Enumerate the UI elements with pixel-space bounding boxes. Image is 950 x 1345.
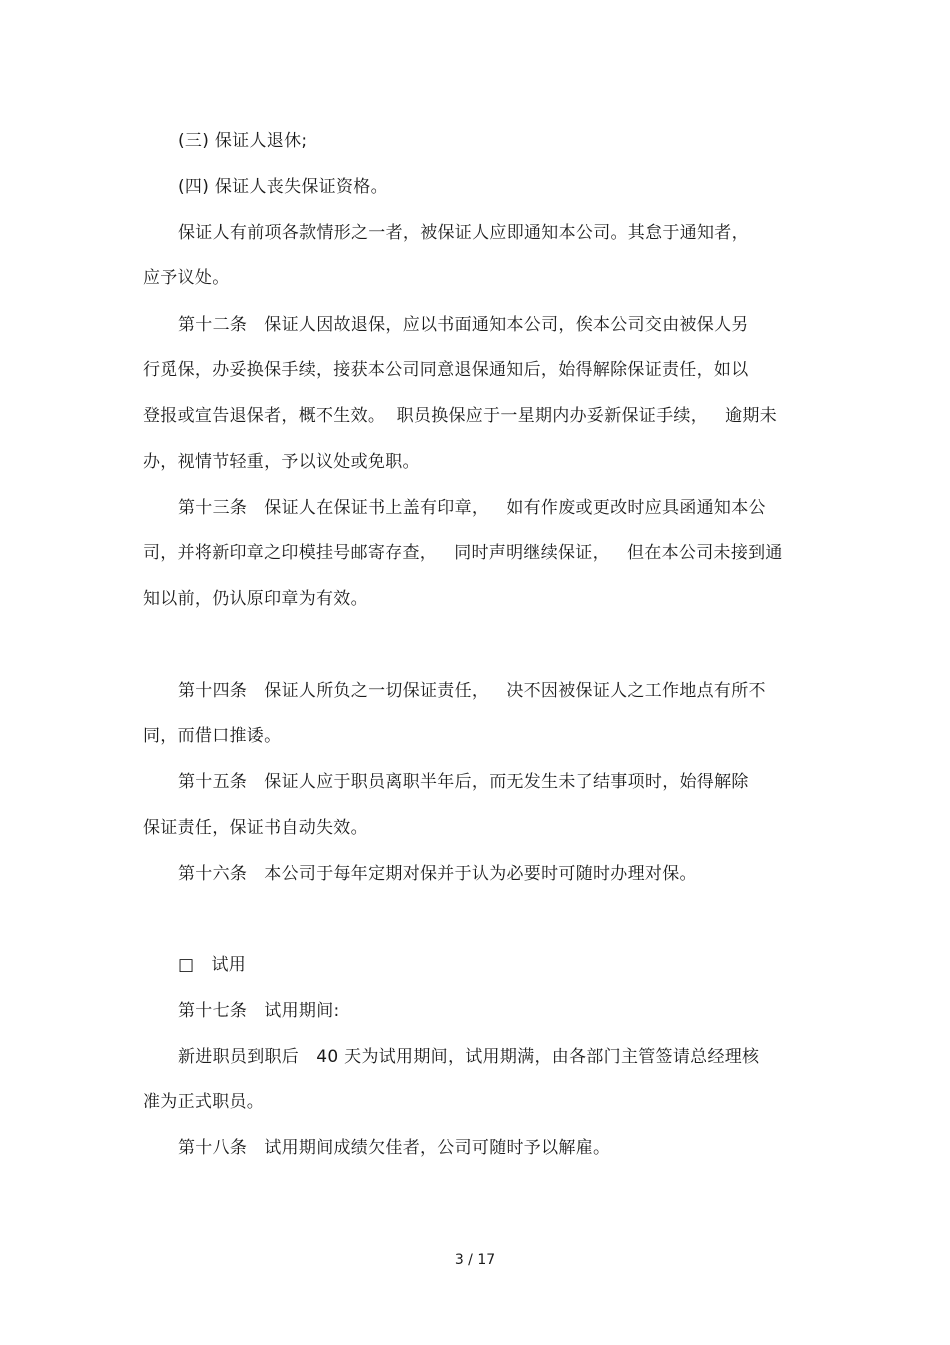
article-14-heading-line: 第十四条 保证人所负之一切保证责任， 决不因被保证人之工作地点有所不 <box>178 681 766 701</box>
article-13-heading-line: 第十三条 保证人在保证书上盖有印章， 如有作废或更改时应具函通知本公 <box>178 498 766 518</box>
paragraph-line: 保证责任，保证书自动失效。 <box>143 818 368 838</box>
paragraph-line: 准为正式职员。 <box>143 1092 265 1112</box>
section-heading-trial: □ 试用 <box>178 955 247 975</box>
article-12-heading-line: 第十二条 保证人因故退保，应以书面通知本公司，俟本公司交由被保人另 <box>178 315 749 335</box>
paragraph-line: (四) 保证人丧失保证资格。 <box>178 177 388 197</box>
paragraph-line: (三) 保证人退休; <box>178 131 308 151</box>
paragraph-line: 登报或宣告退保者，概不生效。 职员换保应于一星期内办妥新保证手续， 逾期未 <box>143 406 778 426</box>
paragraph-line: 司，并将新印章之印模挂号邮寄存查， 同时声明继续保证， 但在本公司未接到通 <box>143 543 783 563</box>
paragraph-line: 知以前，仍认原印章为有效。 <box>143 589 368 609</box>
paragraph-line: 同，而借口推诿。 <box>143 726 282 746</box>
paragraph-line: 保证人有前项各款情形之一者，被保证人应即通知本公司。其怠于通知者， <box>178 223 749 243</box>
article-15-heading-line: 第十五条 保证人应于职员离职半年后，而无发生未了结事项时，始得解除 <box>178 772 749 792</box>
paragraph-line: 新进职员到职后 40 天为试用期间，试用期满，由各部门主管签请总经理核 <box>178 1047 760 1067</box>
paragraph-line: 办，视情节轻重，予以议处或免职。 <box>143 452 420 472</box>
article-17-heading-line: 第十七条 试用期间: <box>178 1001 340 1021</box>
article-16-heading-line: 第十六条 本公司于每年定期对保并于认为必要时可随时办理对保。 <box>178 864 697 884</box>
paragraph-line: 应予议处。 <box>143 268 230 288</box>
article-18-heading-line: 第十八条 试用期间成绩欠佳者，公司可随时予以解雇。 <box>178 1138 611 1158</box>
paragraph-line: 行觅保，办妥换保手续，接获本公司同意退保通知后，始得解除保证责任，如以 <box>143 360 749 380</box>
page-number: 3 / 17 <box>454 1252 496 1268</box>
